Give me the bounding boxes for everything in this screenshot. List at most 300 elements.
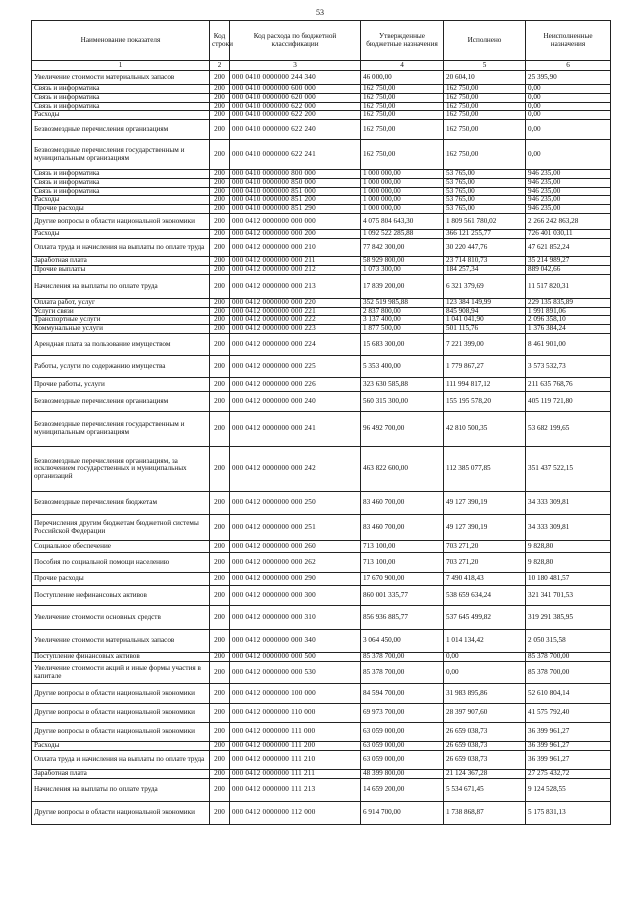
row-approved: 14 659 200,00 <box>361 779 444 802</box>
row-executed: 53 765,00 <box>444 205 526 214</box>
row-line-code: 200 <box>210 356 230 378</box>
row-name: Пособия по социальной помощи населению <box>32 553 210 573</box>
table-row <box>32 170 611 179</box>
table-row <box>32 71 611 85</box>
row-line-code: 200 <box>210 492 230 515</box>
row-budget-code: 000 0412 0000000 110 000 <box>230 704 361 723</box>
row-name: Безвозмездные перечисления организациям <box>32 392 210 412</box>
row-unexecuted: 36 399 961,27 <box>526 742 611 751</box>
row-unexecuted: 211 635 768,76 <box>526 378 611 392</box>
row-line-code: 200 <box>210 111 230 120</box>
row-approved: 1 000 000,00 <box>361 187 444 196</box>
row-line-code: 200 <box>210 802 230 825</box>
row-executed: 26 659 038,73 <box>444 751 526 770</box>
row-executed: 123 384 149,99 <box>444 298 526 307</box>
row-approved: 69 973 700,00 <box>361 704 444 723</box>
row-budget-code: 000 0412 0000000 111 213 <box>230 779 361 802</box>
row-executed: 162 750,00 <box>444 120 526 140</box>
table-row <box>32 205 611 214</box>
row-unexecuted: 8 461 901,00 <box>526 334 611 356</box>
row-line-code: 200 <box>210 412 230 447</box>
row-unexecuted: 0,00 <box>526 102 611 111</box>
row-approved: 2 837 800,00 <box>361 307 444 316</box>
row-approved: 860 001 335,77 <box>361 586 444 606</box>
row-name: Безвозмездные перечисления организациям <box>32 120 210 140</box>
row-unexecuted: 34 333 309,81 <box>526 515 611 541</box>
row-budget-code: 000 0412 0000000 000 221 <box>230 307 361 316</box>
row-name: Связь и информатика <box>32 102 210 111</box>
row-unexecuted: 9 828,80 <box>526 553 611 573</box>
row-approved: 1 073 300,00 <box>361 265 444 274</box>
table-row <box>32 111 611 120</box>
row-executed: 0,00 <box>444 662 526 684</box>
row-executed: 53 765,00 <box>444 196 526 205</box>
row-approved: 463 822 600,00 <box>361 447 444 492</box>
row-name: Перечисления другим бюджетам бюджетной системы Российской Федерации <box>32 515 210 541</box>
row-budget-code: 000 0410 0000000 622 000 <box>230 102 361 111</box>
row-name: Арендная плата за пользование имуществом <box>32 334 210 356</box>
row-unexecuted: 2 050 315,58 <box>526 630 611 653</box>
row-line-code: 200 <box>210 392 230 412</box>
table-row <box>32 392 611 412</box>
row-name: Расходы <box>32 111 210 120</box>
row-unexecuted: 3 573 532,73 <box>526 356 611 378</box>
row-unexecuted: 9 828,80 <box>526 541 611 553</box>
row-budget-code: 000 0412 0000000 000 220 <box>230 298 361 307</box>
row-executed: 49 127 390,19 <box>444 515 526 541</box>
row-unexecuted: 946 235,00 <box>526 205 611 214</box>
row-name: Поступление финансовых активов <box>32 653 210 662</box>
row-line-code: 200 <box>210 378 230 392</box>
table-row <box>32 412 611 447</box>
budget-execution-table <box>31 20 611 825</box>
table-row <box>32 515 611 541</box>
row-approved: 15 683 300,00 <box>361 334 444 356</box>
row-line-code: 200 <box>210 751 230 770</box>
table-row <box>32 298 611 307</box>
column-number: 6 <box>526 61 611 71</box>
row-budget-code: 000 0410 0000000 600 000 <box>230 85 361 94</box>
row-executed: 162 750,00 <box>444 111 526 120</box>
row-unexecuted: 85 378 700,00 <box>526 662 611 684</box>
row-line-code: 200 <box>210 630 230 653</box>
row-approved: 6 914 700,00 <box>361 802 444 825</box>
row-unexecuted: 11 517 820,31 <box>526 274 611 298</box>
table-row <box>32 573 611 586</box>
row-line-code: 200 <box>210 316 230 325</box>
row-approved: 856 936 885,77 <box>361 606 444 630</box>
row-approved: 17 670 900,00 <box>361 573 444 586</box>
row-approved: 1 092 522 285,88 <box>361 230 444 239</box>
row-name: Другие вопросы в области национальной экономики <box>32 214 210 230</box>
row-name: Заработная плата <box>32 770 210 779</box>
row-unexecuted: 0,00 <box>526 111 611 120</box>
row-budget-code: 000 0410 0000000 800 000 <box>230 170 361 179</box>
table-row <box>32 265 611 274</box>
row-approved: 162 750,00 <box>361 85 444 94</box>
table-row <box>32 586 611 606</box>
row-executed: 1 041 041,90 <box>444 316 526 325</box>
column-number: 2 <box>210 61 230 71</box>
row-approved: 4 075 804 643,30 <box>361 214 444 230</box>
row-approved: 58 929 800,00 <box>361 257 444 266</box>
row-name: Прочие расходы <box>32 205 210 214</box>
row-executed: 703 271,20 <box>444 541 526 553</box>
row-executed: 162 750,00 <box>444 102 526 111</box>
row-line-code: 200 <box>210 653 230 662</box>
table-row <box>32 140 611 170</box>
row-budget-code: 000 0410 0000000 851 200 <box>230 196 361 205</box>
row-approved: 323 630 585,88 <box>361 378 444 392</box>
row-budget-code: 000 0412 0000000 000 242 <box>230 447 361 492</box>
row-unexecuted: 889 042,66 <box>526 265 611 274</box>
row-unexecuted: 319 291 385,95 <box>526 606 611 630</box>
row-line-code: 200 <box>210 447 230 492</box>
row-approved: 77 842 300,00 <box>361 239 444 257</box>
row-approved: 352 519 985,88 <box>361 298 444 307</box>
row-name: Начисления на выплаты по оплате труда <box>32 779 210 802</box>
row-budget-code: 000 0412 0000000 000 310 <box>230 606 361 630</box>
column-numbers-row <box>32 61 611 71</box>
row-executed: 49 127 390,19 <box>444 492 526 515</box>
row-budget-code: 000 0412 0000000 000 251 <box>230 515 361 541</box>
row-executed: 23 714 810,73 <box>444 257 526 266</box>
header-unexecuted: Неисполненные назначения <box>526 21 611 61</box>
row-unexecuted: 351 437 522,15 <box>526 447 611 492</box>
row-unexecuted: 52 610 804,14 <box>526 684 611 704</box>
row-approved: 46 000,00 <box>361 71 444 85</box>
row-unexecuted: 229 135 835,89 <box>526 298 611 307</box>
row-executed: 26 659 038,73 <box>444 723 526 742</box>
row-unexecuted: 10 180 481,57 <box>526 573 611 586</box>
row-budget-code: 000 0410 0000000 851 000 <box>230 187 361 196</box>
row-line-code: 200 <box>210 684 230 704</box>
row-unexecuted: 321 341 701,53 <box>526 586 611 606</box>
table-row <box>32 541 611 553</box>
table-row <box>32 196 611 205</box>
row-unexecuted: 35 214 989,27 <box>526 257 611 266</box>
row-name: Услуги связи <box>32 307 210 316</box>
row-executed: 53 765,00 <box>444 178 526 187</box>
row-line-code: 200 <box>210 704 230 723</box>
row-unexecuted: 946 235,00 <box>526 196 611 205</box>
header-executed: Исполнено <box>444 21 526 61</box>
row-name: Расходы <box>32 196 210 205</box>
table-row <box>32 653 611 662</box>
table-row <box>32 93 611 102</box>
row-executed: 162 750,00 <box>444 93 526 102</box>
row-line-code: 200 <box>210 239 230 257</box>
table-row <box>32 274 611 298</box>
row-name: Оплата труда и начисления на выплаты по оплате труда <box>32 239 210 257</box>
row-unexecuted: 0,00 <box>526 140 611 170</box>
row-line-code: 200 <box>210 553 230 573</box>
table-row <box>32 230 611 239</box>
row-budget-code: 000 0410 0000000 620 000 <box>230 93 361 102</box>
row-budget-code: 000 0412 0000000 111 210 <box>230 751 361 770</box>
row-approved: 83 460 700,00 <box>361 492 444 515</box>
row-line-code: 200 <box>210 102 230 111</box>
row-name: Коммунальные услуги <box>32 325 210 334</box>
table-row <box>32 742 611 751</box>
row-executed: 703 271,20 <box>444 553 526 573</box>
row-budget-code: 000 0410 0000000 622 200 <box>230 111 361 120</box>
row-name: Расходы <box>32 742 210 751</box>
row-budget-code: 000 0412 0000000 112 000 <box>230 802 361 825</box>
row-line-code: 200 <box>210 230 230 239</box>
table-row <box>32 751 611 770</box>
row-name: Другие вопросы в области национальной экономики <box>32 704 210 723</box>
header-line-code: Код строки <box>210 21 230 61</box>
row-approved: 48 399 800,00 <box>361 770 444 779</box>
row-approved: 3 064 450,00 <box>361 630 444 653</box>
row-name: Безвозмездные перечисления организациям, за исключением государственных и муниципальных организаций <box>32 447 210 492</box>
row-line-code: 200 <box>210 307 230 316</box>
header-budget-code: Код расхода по бюджетной классификации <box>230 21 361 61</box>
table-row <box>32 630 611 653</box>
row-unexecuted: 0,00 <box>526 85 611 94</box>
row-line-code: 200 <box>210 779 230 802</box>
row-budget-code: 000 0412 0000000 000 212 <box>230 265 361 274</box>
row-line-code: 200 <box>210 573 230 586</box>
row-approved: 85 378 700,00 <box>361 653 444 662</box>
row-unexecuted: 0,00 <box>526 93 611 102</box>
row-name: Оплата труда и начисления на выплаты по оплате труда <box>32 751 210 770</box>
row-name: Безвозмездные перечисления государственным и муниципальным организациям <box>32 412 210 447</box>
row-budget-code: 000 0410 0000000 244 340 <box>230 71 361 85</box>
row-unexecuted: 5 175 831,13 <box>526 802 611 825</box>
row-executed: 1 014 134,42 <box>444 630 526 653</box>
row-name: Увеличение стоимости материальных запасов <box>32 71 210 85</box>
table-row <box>32 553 611 573</box>
row-line-code: 200 <box>210 205 230 214</box>
table-row <box>32 178 611 187</box>
row-budget-code: 000 0412 0000000 000 000 <box>230 214 361 230</box>
row-executed: 42 810 500,35 <box>444 412 526 447</box>
table-row <box>32 334 611 356</box>
table-row <box>32 723 611 742</box>
table-row <box>32 378 611 392</box>
row-executed: 20 604,10 <box>444 71 526 85</box>
row-unexecuted: 85 378 700,00 <box>526 653 611 662</box>
row-name: Прочие выплаты <box>32 265 210 274</box>
table-row <box>32 257 611 266</box>
row-line-code: 200 <box>210 170 230 179</box>
row-approved: 63 059 000,00 <box>361 742 444 751</box>
row-line-code: 200 <box>210 742 230 751</box>
row-budget-code: 000 0412 0000000 000 224 <box>230 334 361 356</box>
row-approved: 96 492 700,00 <box>361 412 444 447</box>
row-approved: 85 378 700,00 <box>361 662 444 684</box>
row-unexecuted: 36 399 961,27 <box>526 723 611 742</box>
table-row <box>32 214 611 230</box>
row-unexecuted: 1 376 384,24 <box>526 325 611 334</box>
row-name: Прочие работы, услуги <box>32 378 210 392</box>
row-budget-code: 000 0412 0000000 100 000 <box>230 684 361 704</box>
table-row <box>32 325 611 334</box>
row-executed: 1 779 867,27 <box>444 356 526 378</box>
row-unexecuted: 53 682 199,65 <box>526 412 611 447</box>
row-approved: 84 594 700,00 <box>361 684 444 704</box>
row-budget-code: 000 0412 0000000 000 222 <box>230 316 361 325</box>
row-line-code: 200 <box>210 541 230 553</box>
row-budget-code: 000 0412 0000000 000 260 <box>230 541 361 553</box>
row-executed: 845 908,94 <box>444 307 526 316</box>
row-budget-code: 000 0412 0000000 000 500 <box>230 653 361 662</box>
row-line-code: 200 <box>210 334 230 356</box>
row-approved: 83 460 700,00 <box>361 515 444 541</box>
table-row <box>32 239 611 257</box>
row-line-code: 200 <box>210 140 230 170</box>
row-budget-code: 000 0412 0000000 000 210 <box>230 239 361 257</box>
table-row <box>32 684 611 704</box>
table-row <box>32 356 611 378</box>
row-name: Безвозмездные перечисления бюджетам <box>32 492 210 515</box>
row-budget-code: 000 0412 0000000 000 213 <box>230 274 361 298</box>
row-approved: 560 315 300,00 <box>361 392 444 412</box>
row-name: Социальное обеспечение <box>32 541 210 553</box>
row-unexecuted: 726 401 030,11 <box>526 230 611 239</box>
row-approved: 5 353 400,00 <box>361 356 444 378</box>
row-approved: 713 100,00 <box>361 553 444 573</box>
table-row <box>32 606 611 630</box>
row-line-code: 200 <box>210 196 230 205</box>
row-executed: 1 738 868,87 <box>444 802 526 825</box>
row-executed: 28 397 907,60 <box>444 704 526 723</box>
row-line-code: 200 <box>210 298 230 307</box>
row-approved: 162 750,00 <box>361 111 444 120</box>
row-line-code: 200 <box>210 178 230 187</box>
row-approved: 63 059 000,00 <box>361 723 444 742</box>
row-budget-code: 000 0412 0000000 000 530 <box>230 662 361 684</box>
row-unexecuted: 36 399 961,27 <box>526 751 611 770</box>
column-number: 4 <box>361 61 444 71</box>
row-executed: 31 983 895,86 <box>444 684 526 704</box>
row-unexecuted: 2 266 242 863,28 <box>526 214 611 230</box>
row-budget-code: 000 0412 0000000 000 241 <box>230 412 361 447</box>
row-name: Другие вопросы в области национальной экономики <box>32 802 210 825</box>
row-unexecuted: 9 124 528,55 <box>526 779 611 802</box>
row-line-code: 200 <box>210 723 230 742</box>
table-row <box>32 779 611 802</box>
row-line-code: 200 <box>210 265 230 274</box>
row-name: Связь и информатика <box>32 170 210 179</box>
row-executed: 501 115,76 <box>444 325 526 334</box>
row-executed: 538 659 634,24 <box>444 586 526 606</box>
row-name: Прочие расходы <box>32 573 210 586</box>
row-unexecuted: 34 333 309,81 <box>526 492 611 515</box>
row-name: Связь и информатика <box>32 85 210 94</box>
row-executed: 112 385 077,85 <box>444 447 526 492</box>
table-row <box>32 187 611 196</box>
header-name: Наименование показателя <box>32 21 210 61</box>
row-name: Связь и информатика <box>32 178 210 187</box>
row-budget-code: 000 0412 0000000 000 300 <box>230 586 361 606</box>
row-name: Расходы <box>32 230 210 239</box>
row-budget-code: 000 0412 0000000 000 225 <box>230 356 361 378</box>
row-line-code: 200 <box>210 93 230 102</box>
row-budget-code: 000 0410 0000000 850 000 <box>230 178 361 187</box>
row-line-code: 200 <box>210 606 230 630</box>
row-executed: 53 765,00 <box>444 170 526 179</box>
row-unexecuted: 0,00 <box>526 120 611 140</box>
table-row <box>32 662 611 684</box>
row-executed: 7 221 399,00 <box>444 334 526 356</box>
row-name: Увеличение стоимости материальных запасов <box>32 630 210 653</box>
row-unexecuted: 27 275 432,72 <box>526 770 611 779</box>
row-approved: 3 137 400,00 <box>361 316 444 325</box>
row-executed: 6 321 379,69 <box>444 274 526 298</box>
header-row <box>32 21 611 61</box>
row-name: Другие вопросы в области национальной экономики <box>32 723 210 742</box>
row-budget-code: 000 0412 0000000 000 223 <box>230 325 361 334</box>
row-unexecuted: 1 991 891,06 <box>526 307 611 316</box>
row-approved: 713 100,00 <box>361 541 444 553</box>
row-executed: 155 195 578,20 <box>444 392 526 412</box>
row-line-code: 200 <box>210 187 230 196</box>
row-budget-code: 000 0412 0000000 000 226 <box>230 378 361 392</box>
row-line-code: 200 <box>210 770 230 779</box>
row-name: Оплата работ, услуг <box>32 298 210 307</box>
column-number: 5 <box>444 61 526 71</box>
row-line-code: 200 <box>210 515 230 541</box>
row-approved: 1 000 000,00 <box>361 178 444 187</box>
header-approved: Утвержденные бюджетные назначения <box>361 21 444 61</box>
row-executed: 30 220 447,76 <box>444 239 526 257</box>
row-approved: 1 000 000,00 <box>361 196 444 205</box>
row-budget-code: 000 0412 0000000 000 340 <box>230 630 361 653</box>
table-row <box>32 102 611 111</box>
row-executed: 0,00 <box>444 653 526 662</box>
row-name: Другие вопросы в области национальной экономики <box>32 684 210 704</box>
row-unexecuted: 47 621 852,24 <box>526 239 611 257</box>
row-executed: 111 994 817,12 <box>444 378 526 392</box>
row-budget-code: 000 0412 0000000 000 211 <box>230 257 361 266</box>
row-executed: 162 750,00 <box>444 140 526 170</box>
row-executed: 5 534 671,45 <box>444 779 526 802</box>
row-budget-code: 000 0412 0000000 000 200 <box>230 230 361 239</box>
row-unexecuted: 2 096 358,10 <box>526 316 611 325</box>
row-budget-code: 000 0412 0000000 000 262 <box>230 553 361 573</box>
row-line-code: 200 <box>210 71 230 85</box>
row-executed: 184 257,34 <box>444 265 526 274</box>
row-unexecuted: 946 235,00 <box>526 187 611 196</box>
table-row <box>32 120 611 140</box>
row-name: Связь и информатика <box>32 187 210 196</box>
row-budget-code: 000 0410 0000000 622 240 <box>230 120 361 140</box>
column-number: 3 <box>230 61 361 71</box>
row-name: Увеличение стоимости акций и иные формы участия в капитале <box>32 662 210 684</box>
table-row <box>32 85 611 94</box>
row-approved: 1 000 000,00 <box>361 170 444 179</box>
row-name: Увеличение стоимости основных средств <box>32 606 210 630</box>
row-line-code: 200 <box>210 274 230 298</box>
row-line-code: 200 <box>210 586 230 606</box>
row-line-code: 200 <box>210 214 230 230</box>
row-budget-code: 000 0412 0000000 111 200 <box>230 742 361 751</box>
row-unexecuted: 25 395,90 <box>526 71 611 85</box>
row-executed: 1 809 561 780,02 <box>444 214 526 230</box>
row-name: Поступление нефинансовых активов <box>32 586 210 606</box>
row-unexecuted: 41 575 792,40 <box>526 704 611 723</box>
row-budget-code: 000 0410 0000000 622 241 <box>230 140 361 170</box>
table-row <box>32 316 611 325</box>
row-name: Безвозмездные перечисления государственным и муниципальным организациям <box>32 140 210 170</box>
row-line-code: 200 <box>210 325 230 334</box>
row-name: Начисления на выплаты по оплате труда <box>32 274 210 298</box>
row-budget-code: 000 0412 0000000 111 211 <box>230 770 361 779</box>
row-approved: 162 750,00 <box>361 140 444 170</box>
